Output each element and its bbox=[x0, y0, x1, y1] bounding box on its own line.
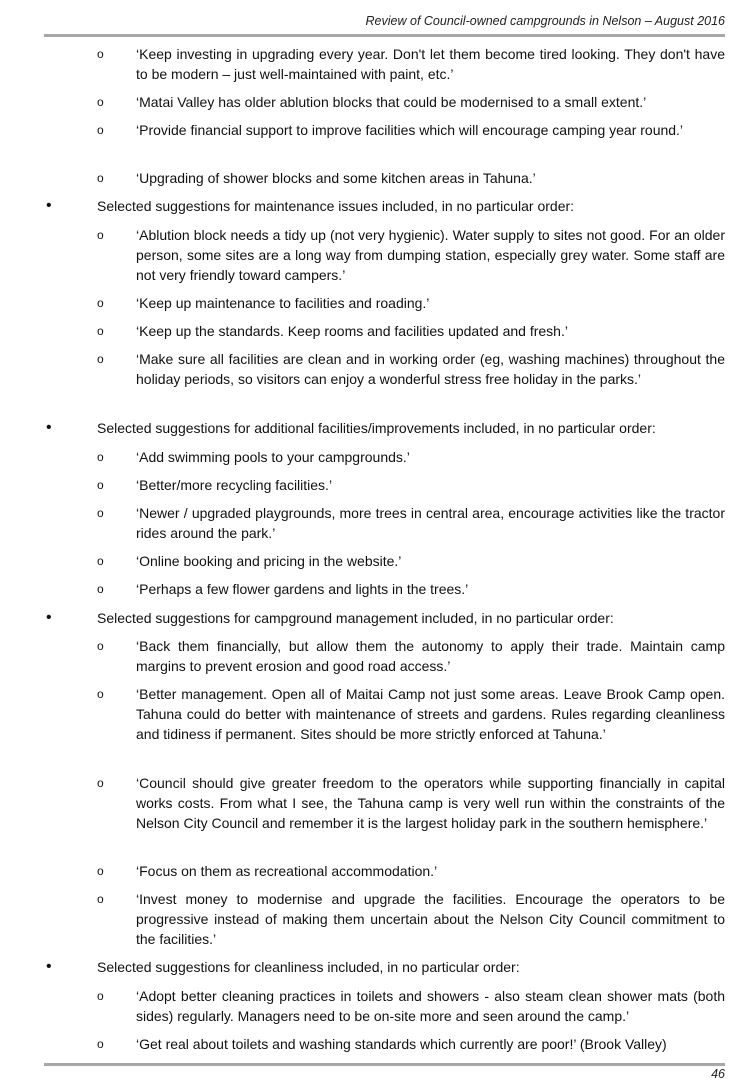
quote-item: ‘Online booking and pricing in the website.’ bbox=[136, 553, 402, 569]
quote-item: ‘Better/more recycling facilities.’ bbox=[136, 477, 333, 493]
circle-bullet-icon: o bbox=[97, 554, 104, 568]
circle-bullet-icon: o bbox=[97, 506, 104, 520]
circle-bullet-icon: o bbox=[97, 171, 104, 185]
quote-item: ‘Invest money to modernise and upgrade the facilities. Encourage the operators to be progressive instead of making them uncertain about the Nelson City Council commitment to the facilities.’ bbox=[136, 891, 725, 947]
quote-item: ‘Get real about toilets and washing standards which currently are poor!’ (Brook Valley) bbox=[136, 1036, 667, 1052]
header-rule bbox=[44, 34, 725, 37]
page-header-title: Review of Council-owned campgrounds in Nelson – August 2016 bbox=[365, 14, 725, 28]
section-intro: Selected suggestions for cleanliness included, in no particular order: bbox=[97, 959, 520, 975]
circle-bullet-icon: o bbox=[97, 228, 104, 242]
quote-item: ‘Keep up maintenance to facilities and roading.’ bbox=[136, 295, 430, 311]
circle-bullet-icon: o bbox=[97, 776, 104, 790]
quote-item: ‘Make sure all facilities are clean and in working order (eg, washing machines) throughout the holiday periods, so visitors can enjoy a wonderful stress free holiday in the parks.’ bbox=[136, 351, 725, 387]
quote-item: ‘Better management. Open all of Maitai Camp not just some areas. Leave Brook Camp open. Tahuna could do better with maintenance of streets and gardens. Rules regarding cleanliness and tidiness if permanent. Sites should be more strictly enforced at Tahuna.’ bbox=[136, 686, 725, 742]
quote-item: ‘Keep up the standards. Keep rooms and facilities updated and fresh.’ bbox=[136, 323, 568, 339]
circle-bullet-icon: o bbox=[97, 95, 104, 109]
circle-bullet-icon: o bbox=[97, 864, 104, 878]
quote-item: ‘Perhaps a few flower gardens and lights in the trees.’ bbox=[136, 581, 469, 597]
quote-item: ‘Ablution block needs a tidy up (not very hygienic). Water supply to sites not good. For an older person, some sites are a long way from dumping station, especially grey water. Some staff are not very friendly toward campers.’ bbox=[136, 227, 725, 283]
footer-rule bbox=[44, 1063, 725, 1066]
quote-item: ‘Keep investing in upgrading every year. Don't let them become tired looking. They don't have to be modern – just well-maintained with paint, etc.’ bbox=[136, 46, 725, 82]
circle-bullet-icon: o bbox=[97, 47, 104, 61]
circle-bullet-icon: o bbox=[97, 1037, 104, 1051]
circle-bullet-icon: o bbox=[97, 352, 104, 366]
bullet-icon: • bbox=[46, 419, 52, 436]
page-number: 46 bbox=[711, 1067, 725, 1081]
bullet-icon: • bbox=[46, 197, 52, 214]
section-intro: Selected suggestions for campground management included, in no particular order: bbox=[97, 610, 614, 626]
circle-bullet-icon: o bbox=[97, 687, 104, 701]
circle-bullet-icon: o bbox=[97, 450, 104, 464]
bullet-icon: • bbox=[46, 609, 52, 626]
circle-bullet-icon: o bbox=[97, 639, 104, 653]
quote-item: ‘Adopt better cleaning practices in toilets and showers - also steam clean shower mats (both sides) regularly. Managers need to be on-site more and seen around the camp.’ bbox=[136, 988, 725, 1024]
circle-bullet-icon: o bbox=[97, 123, 104, 137]
circle-bullet-icon: o bbox=[97, 892, 104, 906]
quote-item: ‘Back them financially, but allow them the autonomy to apply their trade. Maintain camp margins to prevent erosion and good road access.’ bbox=[136, 638, 725, 674]
section-intro: Selected suggestions for maintenance issues included, in no particular order: bbox=[97, 198, 575, 214]
bullet-icon: • bbox=[46, 958, 52, 975]
section-intro: Selected suggestions for additional facilities/improvements included, in no particular order: bbox=[97, 420, 656, 436]
circle-bullet-icon: o bbox=[97, 989, 104, 1003]
circle-bullet-icon: o bbox=[97, 296, 104, 310]
quote-item: ‘Provide financial support to improve facilities which will encourage camping year round.’ bbox=[136, 122, 684, 138]
quote-item: ‘Add swimming pools to your campgrounds.’ bbox=[136, 449, 410, 465]
quote-item: ‘Newer / upgraded playgrounds, more trees in central area, encourage activities like the tractor rides around the park.’ bbox=[136, 505, 725, 541]
circle-bullet-icon: o bbox=[97, 582, 104, 596]
quote-item: ‘Focus on them as recreational accommodation.’ bbox=[136, 863, 438, 879]
quote-item: ‘Upgrading of shower blocks and some kitchen areas in Tahuna.’ bbox=[136, 170, 536, 186]
circle-bullet-icon: o bbox=[97, 478, 104, 492]
quote-item: ‘Council should give greater freedom to the operators while supporting financially in capital works costs. From what I see, the Tahuna camp is very well run within the constraints of the Nelson City Council and remember it is the largest holiday park in the southern hemisphere.’ bbox=[136, 775, 725, 831]
quote-item: ‘Matai Valley has older ablution blocks that could be modernised to a small extent.’ bbox=[136, 94, 647, 110]
circle-bullet-icon: o bbox=[97, 324, 104, 338]
